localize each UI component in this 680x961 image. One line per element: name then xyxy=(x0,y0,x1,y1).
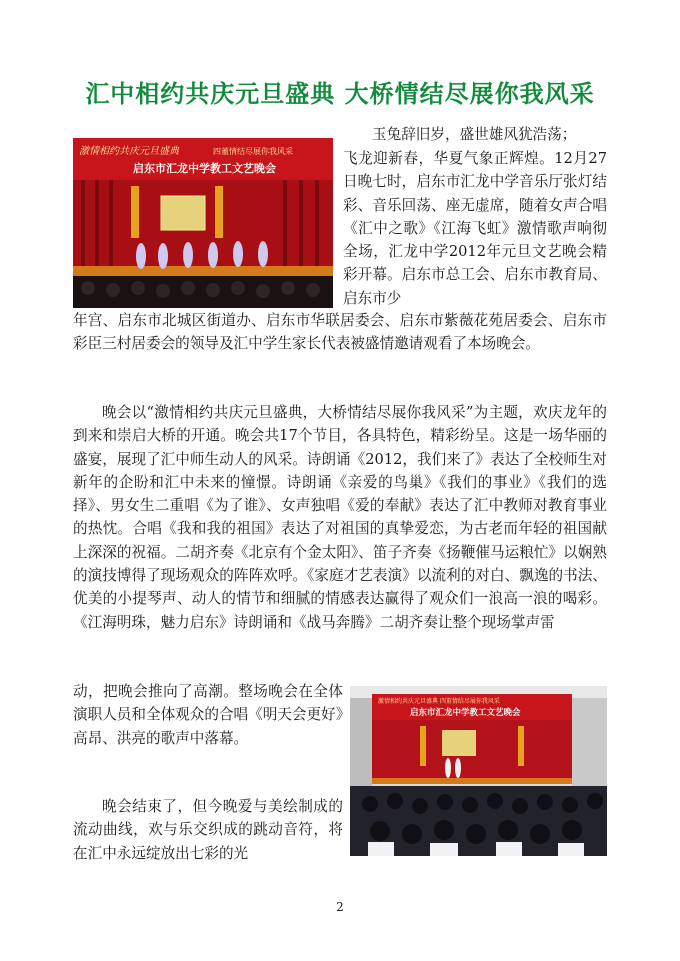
page-number: 2 xyxy=(336,900,344,914)
banner-right-text: 四董情结尽展你我风采 xyxy=(213,147,293,156)
hall-photo-audience xyxy=(350,686,607,856)
stage-photo-choir xyxy=(73,138,333,308)
paragraph-program-end: 动，把晚会推向了高潮。整场晚会在全体演职人员和全体观众的合唱《明天会更好》高昂、洪亮的歌声中落幕。 xyxy=(73,683,343,747)
audience-photo-image xyxy=(350,686,607,856)
paragraph-closing: 晚会结束了，但今晚爱与美绘制成的流动曲线，欢与乐交织成的跳动音符，将在汇中永远绽放出七彩的光 xyxy=(73,798,343,862)
paragraph-program: 晚会以“激情相约共庆元旦盛典，大桥情结尽展你我风采”为主题，欢庆龙年的到来和崇启大桥的开通。晚会共17个节目，各具特色，精彩纷呈。这是一场华丽的盛宴，展现了汇中师生动人的风采。诗朗诵《2012，我们来了》表达了全校师生对新年的企盼和汇中未来的憧憬。诗朗诵《亲爱的鸟巢》《我们的事业》《我们的选择》、男女生二重唱《为了谁》、女声独唱《爱的奉献》表达了汇中教师对教育事业的热忱。合唱《我和我的祖国》表达了对祖国的真挚爱恋，为古老而年轻的祖国献上深深的祝福。二胡齐奏《北京有个金太阳》、笛子齐奏《扬鞭催马运粮忙》以娴熟的演技博得了现场观众的阵阵欢呼。《家庭才艺表演》以流利的对白、飘逸的书法、优美的小提琴声、动人的情节和细腻的情感表达赢得了观众们一浪高一浪的喝彩。《江海明珠，魅力启东》诗朗诵和《战马奔腾》二胡齐奏让整个现场掌声雷 xyxy=(73,404,607,631)
article-title: 汇中相约共庆元旦盛典 大桥情结尽展你我风采 xyxy=(85,80,595,108)
paragraph-intro-wrap: 飞龙迎新春，华夏气象正辉煌。12月27日晚七时，启东市汇龙中学音乐厅张灯结彩、音乐回荡、座无虚席，随着女声合唱《汇中之歌》《江海飞虹》激情歌声响彻全场，汇龙中学2012年元旦文艺晚会精彩开幕。启东市总工会、启东市教育局、启东市少 xyxy=(343,150,607,307)
banner-left-text: 激情相约共庆元旦盛典 xyxy=(79,146,179,157)
choir-photo-image xyxy=(73,138,333,308)
hall-banner-top-text: 激情相约共庆元旦盛典 四董情结尽展你我风采 xyxy=(378,698,500,705)
hall-banner-main-text: 启东市汇龙中学教工文艺晚会 xyxy=(410,708,521,718)
paragraph-intro-first-line: 玉兔辞旧岁，盛世雄风犹浩荡； xyxy=(372,126,577,143)
banner-main-text: 启东市汇龙中学教工文艺晚会 xyxy=(133,162,276,175)
paragraph-intro-full: 年宫、启东市北城区街道办、启东市华联居委会、启东市紫薇花苑居委会、启东市彩臣三村居委会的领导及汇中学生家长代表被盛情邀请观看了本场晚会。 xyxy=(73,312,607,353)
